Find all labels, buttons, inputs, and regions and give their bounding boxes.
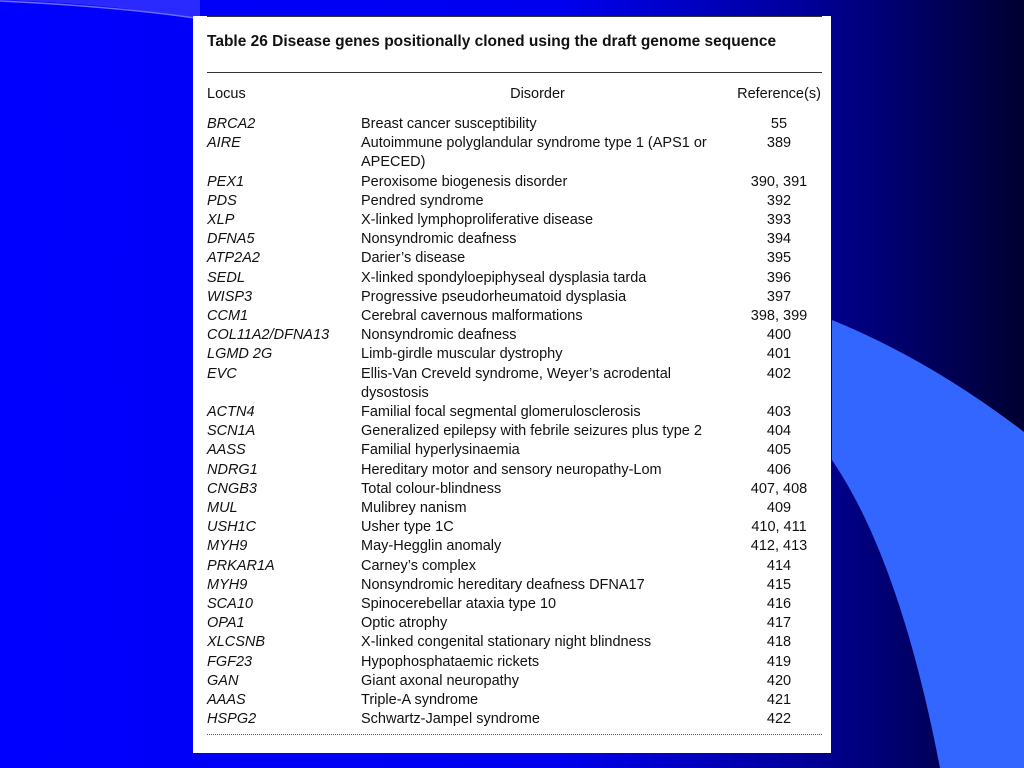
table-row <box>193 537 831 556</box>
table-title: Table 26 Disease genes positionally cloned using the draft genome sequence <box>207 33 777 50</box>
locus-cell: USH1C <box>207 519 257 536</box>
table-row <box>193 326 831 345</box>
table-row <box>193 249 831 268</box>
header-locus: Locus <box>207 86 246 102</box>
table-bottom-rule <box>207 734 822 735</box>
disorder-cell: Peroxisome biogenesis disorder <box>361 173 568 190</box>
table-row <box>193 365 831 403</box>
disorder-cell: Generalized epilepsy with febrile seizures plus type 2 <box>361 423 702 440</box>
reference-cell: 417 <box>766 615 792 632</box>
table-row <box>193 230 831 249</box>
disorder-cell: Autoimmune polyglandular syndrome type 1 (APS1 or APECED) <box>361 135 707 171</box>
disorder-cell: Cerebral cavernous malformations <box>361 308 583 325</box>
reference-cell: 421 <box>766 692 792 709</box>
disorder-cell: Ellis-Van Creveld syndrome, Weyer’s acrodental dysostosis <box>361 365 672 401</box>
table-row <box>193 499 831 518</box>
disorder-cell: X-linked lymphoproliferative disease <box>361 212 594 229</box>
table-row <box>193 576 831 595</box>
locus-cell: HSPG2 <box>207 711 257 728</box>
reference-cell: 390, 391 <box>750 173 808 190</box>
right-accent-wave <box>832 320 1024 768</box>
table-row <box>193 557 831 576</box>
reference-cell: 403 <box>766 404 792 421</box>
locus-cell: AAAS <box>207 692 246 709</box>
disorder-cell: Spinocerebellar ataxia type 10 <box>361 596 557 613</box>
disorder-cell: Limb-girdle muscular dystrophy <box>361 346 563 363</box>
table-row <box>193 480 831 499</box>
reference-cell: 392 <box>766 192 792 209</box>
reference-cell: 412, 413 <box>750 538 808 555</box>
locus-cell: CNGB3 <box>207 480 257 497</box>
reference-cell: 414 <box>766 557 792 574</box>
table-row <box>193 288 831 307</box>
table-row <box>193 345 831 364</box>
disorder-cell: Usher type 1C <box>361 519 454 536</box>
disorder-cell: Nonsyndromic deafness <box>361 231 517 248</box>
table-row <box>193 461 831 480</box>
table-panel <box>193 16 831 753</box>
locus-cell: SCA10 <box>207 596 253 613</box>
header-disorder: Disorder <box>510 86 565 102</box>
reference-cell: 395 <box>766 250 792 267</box>
table-row <box>193 672 831 691</box>
disorder-cell: Pendred syndrome <box>361 192 484 209</box>
title-top-rule <box>207 16 822 17</box>
disorder-cell: X-linked spondyloepiphyseal dysplasia tarda <box>361 269 647 286</box>
locus-cell: XLCSNB <box>207 634 266 651</box>
table-row <box>193 211 831 230</box>
table-row <box>193 518 831 537</box>
locus-cell: PDS <box>207 192 237 209</box>
locus-cell: OPA1 <box>207 615 245 632</box>
reference-cell: 418 <box>766 634 792 651</box>
locus-cell: BRCA2 <box>207 116 256 132</box>
disorder-cell: Mulibrey nanism <box>361 500 467 517</box>
reference-cell: 406 <box>766 461 792 478</box>
table-row <box>193 710 831 729</box>
table-body <box>193 115 831 730</box>
disorder-cell: X-linked congenital stationary night blindness <box>361 634 652 651</box>
reference-cell: 55 <box>770 116 788 132</box>
table-row <box>193 691 831 710</box>
disorder-cell: May-Hegglin anomaly <box>361 538 502 555</box>
table-row <box>193 134 831 172</box>
locus-cell: PRKAR1A <box>207 557 275 574</box>
locus-cell: FGF23 <box>207 653 253 670</box>
table-row <box>193 307 831 326</box>
reference-cell: 401 <box>766 346 792 363</box>
reference-cell: 409 <box>766 500 792 517</box>
locus-cell: NDRG1 <box>207 461 258 478</box>
table-row <box>193 173 831 192</box>
locus-cell: PEX1 <box>207 173 245 190</box>
disorder-cell: Hypophosphataemic rickets <box>361 653 540 670</box>
table-row <box>193 422 831 441</box>
reference-cell: 400 <box>766 327 792 344</box>
reference-cell: 404 <box>766 423 792 440</box>
locus-cell: SEDL <box>207 269 245 286</box>
disorder-cell: Optic atrophy <box>361 615 448 632</box>
locus-cell: ACTN4 <box>207 404 255 421</box>
table-row <box>193 192 831 211</box>
locus-cell: EVC <box>207 365 237 382</box>
reference-cell: 396 <box>766 269 792 286</box>
reference-cell: 397 <box>766 288 792 305</box>
disorder-cell: Triple-A syndrome <box>361 692 479 709</box>
reference-cell: 420 <box>766 672 792 689</box>
reference-cell: 419 <box>766 653 792 670</box>
table-row <box>193 269 831 288</box>
locus-cell: MYH9 <box>207 576 248 593</box>
reference-cell: 398, 399 <box>750 308 808 325</box>
reference-cell: 416 <box>766 596 792 613</box>
locus-cell: CCM1 <box>207 308 249 325</box>
reference-cell: 405 <box>766 442 792 459</box>
disorder-cell: Familial hyperlysinaemia <box>361 442 520 459</box>
title-bottom-rule <box>207 72 822 73</box>
table-row <box>193 595 831 614</box>
locus-cell: SCN1A <box>207 423 256 440</box>
reference-cell: 415 <box>766 576 792 593</box>
table-row <box>193 614 831 633</box>
locus-cell: XLP <box>207 212 235 229</box>
table-row <box>193 403 831 422</box>
locus-cell: WISP3 <box>207 288 253 305</box>
locus-cell: GAN <box>207 672 239 689</box>
table-row <box>193 653 831 672</box>
locus-cell: AASS <box>207 442 246 459</box>
disorder-cell: Progressive pseudorheumatoid dysplasia <box>361 288 627 305</box>
locus-cell: AIRE <box>207 135 241 152</box>
table-row <box>193 633 831 652</box>
reference-cell: 407, 408 <box>750 480 808 497</box>
locus-cell: LGMD 2G <box>207 346 273 363</box>
disorder-cell: Darier’s disease <box>361 250 466 267</box>
reference-cell: 394 <box>766 231 792 248</box>
reference-cell: 422 <box>766 711 792 728</box>
locus-cell: ATP2A2 <box>207 250 260 267</box>
disorder-cell: Nonsyndromic deafness <box>361 327 517 344</box>
reference-cell: 393 <box>766 212 792 229</box>
disorder-cell: Hereditary motor and sensory neuropathy-Lom <box>361 461 662 478</box>
disorder-cell: Schwartz-Jampel syndrome <box>361 711 540 728</box>
locus-cell: COL11A2/DFNA13 <box>207 327 330 344</box>
header-reference: Reference(s) <box>737 86 821 102</box>
disorder-cell: Nonsyndromic hereditary deafness DFNA17 <box>361 576 645 593</box>
disorder-cell: Total colour-blindness <box>361 480 502 497</box>
reference-cell: 410, 411 <box>751 519 807 536</box>
disorder-cell: Familial focal segmental glomerulosclerosis <box>361 404 641 421</box>
disorder-cell: Breast cancer susceptibility <box>361 116 537 132</box>
reference-cell: 389 <box>766 135 792 152</box>
locus-cell: MYH9 <box>207 538 248 555</box>
reference-cell: 402 <box>766 365 792 382</box>
disorder-cell: Giant axonal neuropathy <box>361 672 519 689</box>
table-row <box>193 441 831 460</box>
table-row <box>193 115 831 134</box>
locus-cell: DFNA5 <box>207 231 255 248</box>
disorder-cell: Carney’s complex <box>361 557 476 574</box>
locus-cell: MUL <box>207 500 238 517</box>
